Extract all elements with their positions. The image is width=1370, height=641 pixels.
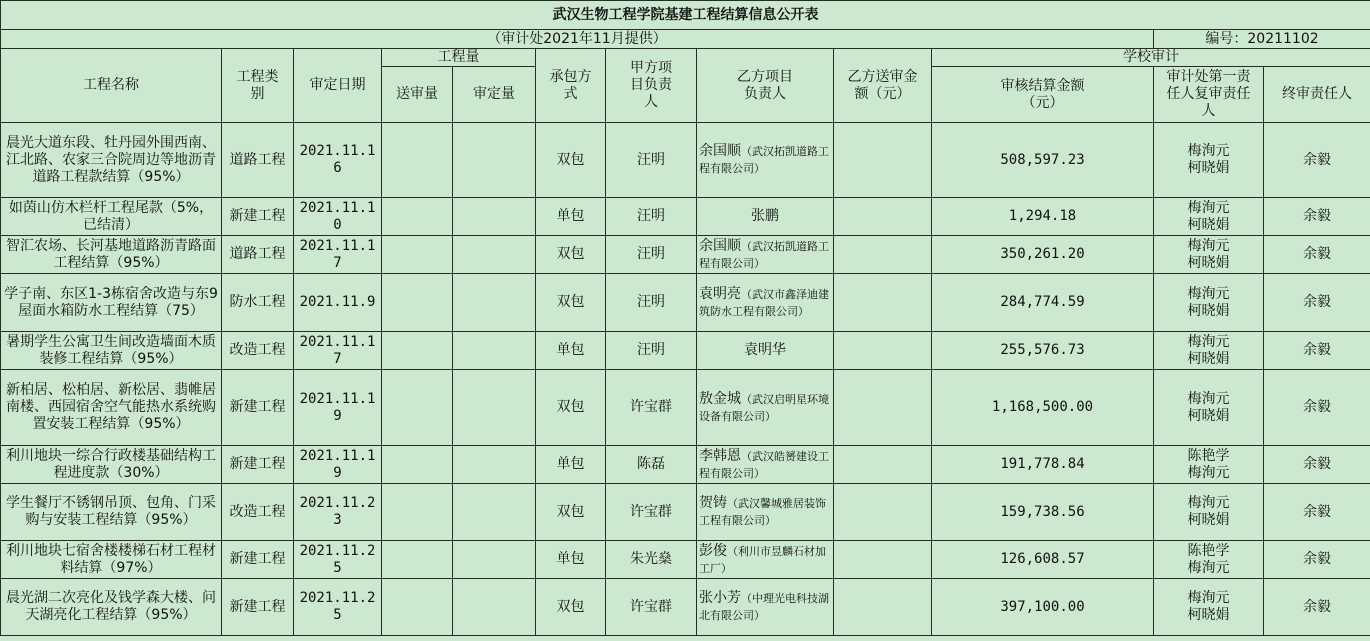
party-b-name: 余国顺 (699, 237, 741, 254)
cell-party-a: 许宝群 (606, 579, 697, 636)
second-reviewer: 柯晓娟 (1187, 607, 1230, 623)
cell-project-name: 智汇农场、长河基地道路沥青路面工程结算（95%） (1, 236, 222, 274)
second-reviewer: 柯晓娟 (1187, 302, 1230, 319)
cell-approved-qty (453, 236, 536, 274)
cell-sent-qty (382, 332, 453, 370)
cell-reviewers (1154, 370, 1264, 446)
cell-project-name: 利川地块七宿舍楼楼梯石材工程材料结算（97%） (1, 541, 222, 579)
cell-project-type: 新建工程 (222, 198, 294, 236)
cell-reviewers (1154, 484, 1264, 541)
cell-approval-date: 2021.11.16 (294, 123, 382, 198)
cell-sent-qty (382, 198, 453, 236)
second-reviewer: 柯晓娟 (1187, 216, 1230, 233)
cell-sent-qty (382, 579, 453, 636)
cell-project-name: 晨光湖二次亮化及钱学森大楼、问天湖亮化工程结算（95%） (1, 579, 222, 636)
cell-contract: 单包 (536, 541, 606, 579)
cell-approval-date: 2021.11.19 (294, 370, 382, 446)
header-sent-amount: 乙方送审金额（元） (834, 49, 932, 123)
header-type: 工程类别 (222, 49, 294, 123)
party-b-company: （武汉皓赟建设工程有限公司） (699, 449, 829, 480)
cell-audit-amount: 350,261.20 (932, 236, 1154, 274)
table-row (1, 484, 1370, 541)
cell-party-a: 汪明 (606, 123, 697, 198)
header-first-reviewer: 审计处第一责任人复审责任人 (1154, 67, 1264, 123)
party-b-company: （武汉拓凯道路工程有限公司） (699, 239, 829, 270)
party-b-name: 余国顺 (699, 143, 741, 159)
cell-party-b (697, 370, 834, 446)
cell-project-type: 道路工程 (222, 236, 294, 274)
party-b-company: （中理光电科技湖北有限公司） (699, 592, 829, 622)
cell-audit-amount: 159,738.56 (932, 484, 1154, 541)
cell-contract: 单包 (536, 198, 606, 236)
subtitle: （审计处2021年11月提供） (1, 30, 1154, 49)
cell-contract: 双包 (536, 274, 606, 332)
first-reviewer: 梅洵元 (1187, 199, 1230, 216)
cell-approval-date: 2021.11.19 (294, 446, 382, 484)
cell-party-b (697, 541, 834, 579)
cell-party-b (697, 332, 834, 370)
cell-project-name: 暑期学生公寓卫生间改造墙面木质装修工程结算（95%） (1, 332, 222, 370)
cell-reviewers (1154, 198, 1264, 236)
first-reviewer: 梅洵元 (1187, 495, 1230, 511)
cell-approval-date: 2021.11.23 (294, 484, 382, 541)
cell-approval-date: 2021.11.10 (294, 198, 382, 236)
first-reviewer: 梅洵元 (1187, 285, 1230, 302)
cell-party-b (697, 236, 834, 274)
table-row (1, 541, 1370, 579)
cell-audit-amount: 1,294.18 (932, 198, 1154, 236)
cell-approval-date: 2021.11.25 (294, 579, 382, 636)
cell-project-name: 新柏居、松柏居、新松居、翡帷居南楼、西园宿舍空气能热水系统购置安装工程结算（95%） (1, 370, 222, 446)
cell-sent-qty (382, 236, 453, 274)
cell-reviewers (1154, 236, 1264, 274)
cell-final-reviewer: 余毅 (1264, 541, 1370, 579)
cell-approved-qty (453, 123, 536, 198)
cell-project-name: 如茵山仿木栏杆工程尾款（5%，已结清） (1, 198, 222, 236)
cell-final-reviewer: 余毅 (1264, 198, 1370, 236)
cell-project-name: 学生餐厅不锈钢吊顶、包角、门采购与安装工程结算（95%） (1, 484, 222, 541)
cell-contract: 双包 (536, 370, 606, 446)
cell-reviewers (1154, 446, 1264, 484)
party-b-company: （武汉馨城雅居装饰工程有限公司） (699, 497, 826, 527)
cell-project-type: 新建工程 (222, 579, 294, 636)
header-school-audit: 学校审计 (932, 49, 1370, 67)
cell-final-reviewer: 余毅 (1264, 370, 1370, 446)
party-b-name: 李韩恩 (699, 447, 741, 464)
cell-approval-date: 2021.11.17 (294, 236, 382, 274)
cell-audit-amount: 508,597.23 (932, 123, 1154, 198)
cell-audit-amount: 284,774.59 (932, 274, 1154, 332)
cell-sent-amount (834, 579, 932, 636)
second-reviewer: 柯晓娟 (1187, 407, 1230, 424)
cell-contract: 双包 (536, 236, 606, 274)
cell-approval-date: 2021.11.17 (294, 332, 382, 370)
cell-sent-qty (382, 446, 453, 484)
cell-party-b (697, 579, 834, 636)
party-b-company: （利川市昱麟石材加工厂） (699, 544, 826, 575)
table-row (1, 446, 1370, 484)
cell-final-reviewer: 余毅 (1264, 332, 1370, 370)
cell-party-a: 汪明 (606, 198, 697, 236)
cell-audit-amount: 397,100.00 (932, 579, 1154, 636)
cell-sent-qty (382, 484, 453, 541)
table-row (1, 332, 1370, 370)
cell-sent-amount (834, 332, 932, 370)
cell-party-b (697, 446, 834, 484)
cell-contract: 单包 (536, 446, 606, 484)
cell-party-a: 朱光燊 (606, 541, 697, 579)
party-b-company: （武汉启明星环境设备有限公司） (699, 392, 829, 423)
cell-sent-qty (382, 274, 453, 332)
party-b-company: （武汉拓凯道路工程有限公司） (699, 145, 829, 175)
header-name: 工程名称 (1, 49, 222, 123)
cell-approved-qty (453, 541, 536, 579)
header-final-reviewer: 终审责任人 (1264, 67, 1370, 123)
party-b-company: （武汉市鑫泽迪建筑防水工程有限公司） (699, 287, 829, 318)
cell-project-type: 道路工程 (222, 123, 294, 198)
cell-approval-date: 2021.11.9 (294, 274, 382, 332)
cell-audit-amount: 126,608.57 (932, 541, 1154, 579)
cell-final-reviewer: 余毅 (1264, 123, 1370, 198)
first-reviewer: 梅洵元 (1187, 143, 1230, 159)
party-b-name: 袁明华 (744, 342, 786, 358)
cell-approved-qty (453, 579, 536, 636)
cell-project-type: 新建工程 (222, 541, 294, 579)
cell-audit-amount: 255,576.73 (932, 332, 1154, 370)
first-reviewer: 陈艳学 (1187, 447, 1230, 464)
header-date: 审定日期 (294, 49, 382, 123)
cell-final-reviewer: 余毅 (1264, 579, 1370, 636)
cell-contract: 单包 (536, 332, 606, 370)
cell-party-a: 汪明 (606, 236, 697, 274)
cell-project-name: 学子南、东区1-3栋宿舍改造与东9屋面水箱防水工程结算（75） (1, 274, 222, 332)
party-b-name: 袁明亮 (699, 285, 741, 302)
cell-sent-amount (834, 484, 932, 541)
second-reviewer: 柯晓娟 (1187, 350, 1230, 367)
cell-sent-qty (382, 541, 453, 579)
cell-approved-qty (453, 446, 536, 484)
cell-party-a: 许宝群 (606, 370, 697, 446)
cell-approved-qty (453, 370, 536, 446)
cell-project-name: 晨光大道东段、牡丹园外围西南、江北路、农家三合院周边等地沥青道路工程款结算（95%） (1, 123, 222, 198)
cell-project-type: 新建工程 (222, 370, 294, 446)
cell-project-name: 利川地块一综合行政楼基础结构工程进度款（30%） (1, 446, 222, 484)
page-title: 武汉生物工程学院基建工程结算信息公开表 (1, 1, 1370, 30)
cell-project-type: 改造工程 (222, 332, 294, 370)
cell-approved-qty (453, 274, 536, 332)
cell-project-type: 新建工程 (222, 446, 294, 484)
cell-sent-amount (834, 236, 932, 274)
first-reviewer: 梅洵元 (1187, 590, 1230, 606)
cell-audit-amount: 191,778.84 (932, 446, 1154, 484)
party-b-name: 张鹏 (751, 208, 779, 224)
cell-final-reviewer: 余毅 (1264, 274, 1370, 332)
cell-reviewers (1154, 579, 1264, 636)
cell-party-a: 汪明 (606, 332, 697, 370)
document-code: 编号：20211102 (1154, 30, 1370, 49)
cell-sent-qty (382, 123, 453, 198)
table-row (1, 198, 1370, 236)
cell-sent-amount (834, 198, 932, 236)
table-row (1, 579, 1370, 636)
cell-sent-amount (834, 123, 932, 198)
first-reviewer: 梅洵元 (1187, 237, 1230, 254)
cell-party-b (697, 198, 834, 236)
first-reviewer: 梅洵元 (1187, 390, 1230, 407)
header-audit-amount: 审核结算金额（元） (932, 67, 1154, 123)
header-approved-qty: 审定量 (453, 67, 536, 123)
cell-sent-amount (834, 541, 932, 579)
cell-contract: 双包 (536, 579, 606, 636)
cell-reviewers (1154, 123, 1264, 198)
header-party-a: 甲方项目负责人 (606, 49, 697, 123)
party-b-name: 敖金城 (699, 390, 741, 407)
cell-party-a: 许宝群 (606, 484, 697, 541)
party-b-name: 彭俊 (699, 542, 727, 559)
header-contract: 承包方式 (536, 49, 606, 123)
cell-final-reviewer: 余毅 (1264, 236, 1370, 274)
cell-sent-amount (834, 274, 932, 332)
cell-final-reviewer: 余毅 (1264, 484, 1370, 541)
cell-reviewers (1154, 332, 1264, 370)
cell-contract: 双包 (536, 123, 606, 198)
cell-reviewers (1154, 541, 1264, 579)
cell-approved-qty (453, 484, 536, 541)
cell-party-a: 陈磊 (606, 446, 697, 484)
second-reviewer: 柯晓娟 (1187, 254, 1230, 271)
header-sent-qty: 送审量 (382, 67, 453, 123)
cell-final-reviewer: 余毅 (1264, 446, 1370, 484)
second-reviewer: 梅洵元 (1187, 464, 1230, 481)
cell-project-type: 防水工程 (222, 274, 294, 332)
cell-party-a: 汪明 (606, 274, 697, 332)
second-reviewer: 梅洵元 (1187, 559, 1230, 576)
cell-party-b (697, 123, 834, 198)
cell-party-b (697, 484, 834, 541)
cell-approved-qty (453, 198, 536, 236)
first-reviewer: 梅洵元 (1187, 333, 1230, 350)
table-row (1, 236, 1370, 274)
cell-approval-date: 2021.11.25 (294, 541, 382, 579)
cell-party-b (697, 274, 834, 332)
cell-sent-qty (382, 370, 453, 446)
cell-approved-qty (453, 332, 536, 370)
cell-project-type: 改造工程 (222, 484, 294, 541)
party-b-name: 张小芳 (699, 590, 741, 606)
table-row (1, 370, 1370, 446)
cell-reviewers (1154, 274, 1264, 332)
cell-contract: 双包 (536, 484, 606, 541)
cell-sent-amount (834, 370, 932, 446)
second-reviewer: 柯晓娟 (1187, 160, 1230, 176)
cell-sent-amount (834, 446, 932, 484)
table-row (1, 274, 1370, 332)
party-b-name: 贺铸 (699, 495, 727, 511)
first-reviewer: 陈艳学 (1187, 542, 1230, 559)
second-reviewer: 柯晓娟 (1187, 512, 1230, 528)
table-row (1, 123, 1370, 198)
header-quantity-group: 工程量 (382, 49, 536, 67)
header-party-b: 乙方项目负责人 (697, 49, 834, 123)
cell-audit-amount: 1,168,500.00 (932, 370, 1154, 446)
